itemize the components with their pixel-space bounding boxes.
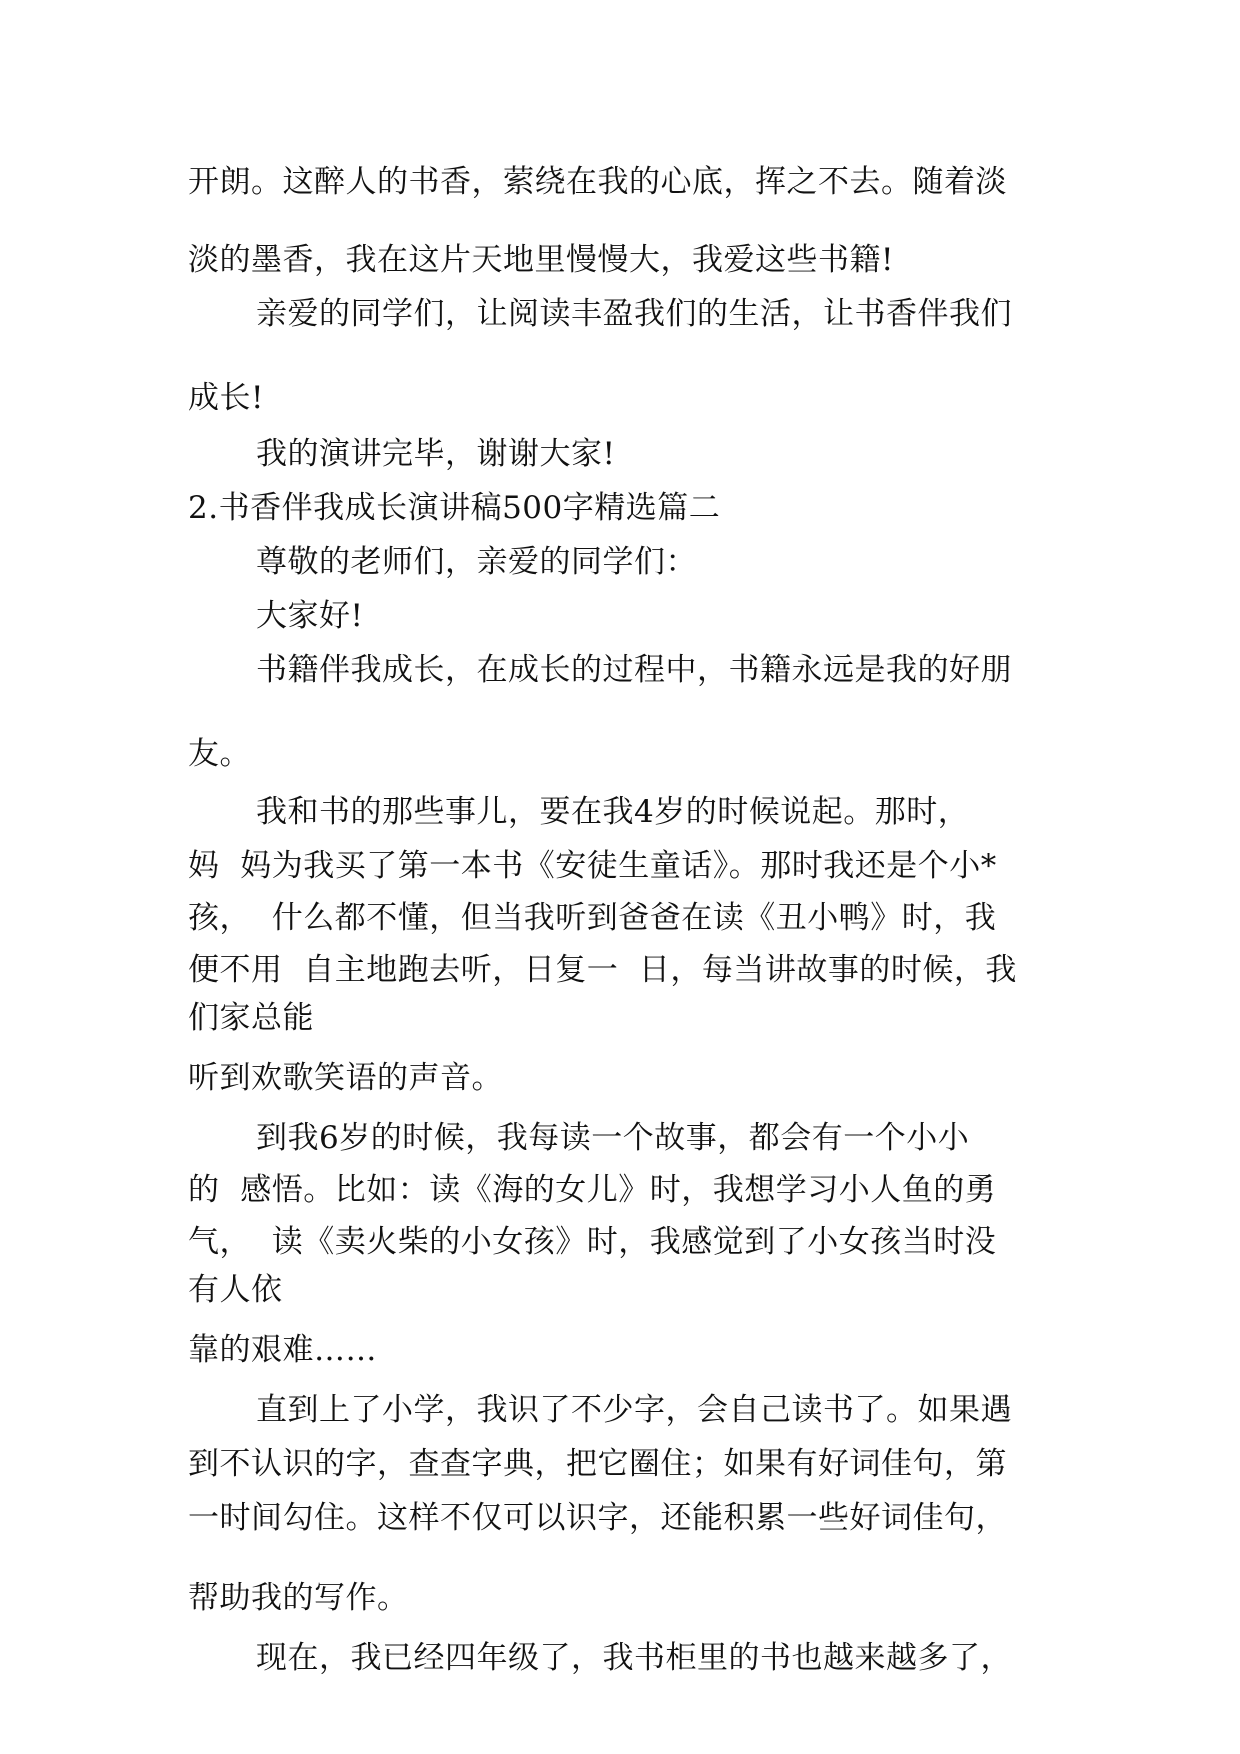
text-line: 大家好! [256,598,364,634]
text-line: 现在，我已经四年级了，我书柜里的书也越来越多了， [256,1640,1012,1676]
text-line: 便不用 自主地跑去听，日复一 日，每当讲故事的时候，我 [188,952,1017,988]
text-line: 听到欢歌笑语的声音。 [188,1060,503,1096]
text-line: 的 感悟。比如：读《海的女儿》时，我想学习小人鱼的勇 [188,1172,997,1208]
text-line: 孩， 什么都不懂，但当我听到爸爸在读《丑小鸭》时，我 [188,900,997,936]
text-line: 到不认识的字，查查字典，把它圈住；如果有好词佳句，第 [188,1446,1007,1482]
text-line: 气， 读《卖火柴的小女孩》时，我感觉到了小女孩当时没 [188,1224,997,1260]
text-line: 帮助我的写作。 [188,1580,409,1616]
text-line: 们家总能 [188,1000,314,1036]
text-line: 书籍伴我成长，在成长的过程中，书籍永远是我的好朋 [256,652,1012,688]
text-line: 我和书的那些事儿，要在我4岁的时候说起。那时， [256,794,970,830]
text-line: 直到上了小学，我识了不少字，会自己读书了。如果遇 [256,1392,1012,1428]
text-line: 妈 妈为我买了第一本书《安徒生童话》。那时我还是个小* [188,848,997,884]
text-line: 到我6岁的时候，我每读一个故事，都会有一个小小 [256,1120,970,1156]
text-line: 尊敬的老师们，亲爱的同学们： [256,544,697,580]
section-heading: 2.书香伴我成长演讲稿500字精选篇二 [188,490,721,526]
text-line: 成长! [188,380,264,416]
text-line: 开朗。这醉人的书香，萦绕在我的心底，挥之不去。随着淡 [188,164,1007,200]
text-line: 靠的艰难…… [188,1332,377,1368]
text-line: 有人依 [188,1272,283,1308]
text-line: 我的演讲完毕，谢谢大家! [256,436,616,472]
text-line: 友。 [188,736,251,772]
text-line: 淡的墨香，我在这片天地里慢慢大，我爱这些书籍! [188,242,894,278]
text-line: 亲爱的同学们，让阅读丰盈我们的生活，让书香伴我们 [256,296,1012,332]
text-line: 一时间勾住。这样不仅可以识字，还能积累一些好词佳句， [188,1500,1007,1536]
